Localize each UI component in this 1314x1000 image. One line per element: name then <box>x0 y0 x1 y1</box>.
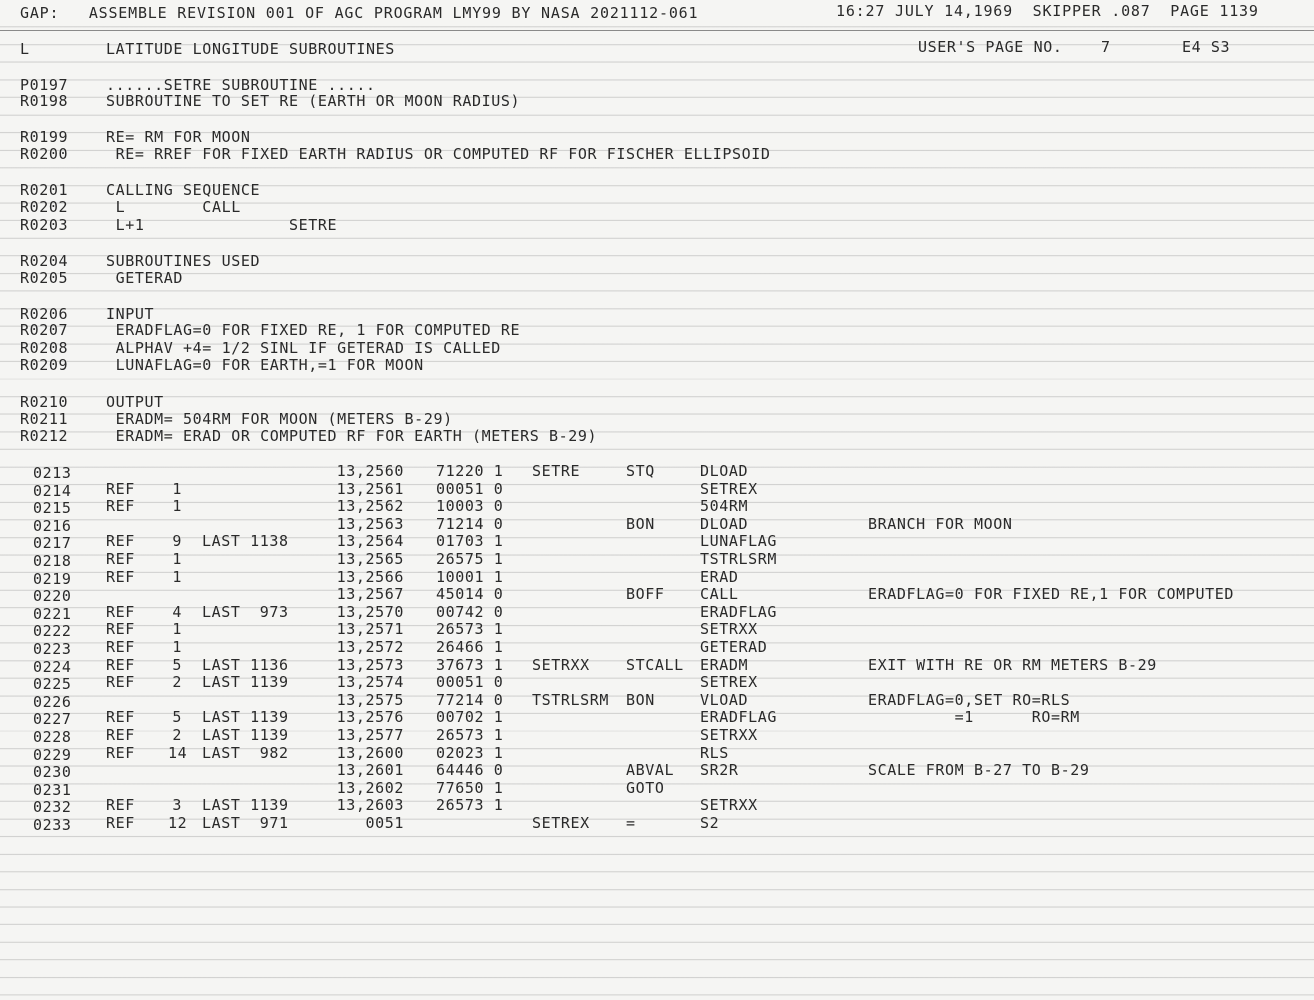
ref-label: REF <box>106 532 135 551</box>
comment-text: SUBROUTINES USED <box>106 252 261 270</box>
octal-word: 00742 0 <box>436 602 504 621</box>
comment-text: SUBROUTINE TO SET RE (EARTH OR MOON RADIUS) <box>106 92 521 110</box>
comment-line-number: P0197 <box>20 76 69 94</box>
octal-word: 01703 1 <box>436 532 504 551</box>
ref-label: REF <box>106 673 135 692</box>
operand: DLOAD <box>700 462 749 480</box>
subheader-user-page: USER'S PAGE NO. 7 <box>918 38 1111 56</box>
octal-word: 02023 1 <box>436 743 504 762</box>
octal-word: 71214 0 <box>436 514 504 533</box>
comment-text: L CALL <box>106 198 241 216</box>
line-number: 0215 <box>33 499 72 518</box>
comment-line-number: R0199 <box>20 128 69 146</box>
operand: SETREX <box>700 479 758 498</box>
line-number: 0220 <box>33 587 72 606</box>
last-ref: LAST 1136 <box>202 655 289 674</box>
address: 13,2566 <box>336 567 404 586</box>
comment-text: INPUT <box>106 305 155 323</box>
octal-word: 00051 0 <box>436 673 504 692</box>
address: 13,2575 <box>336 690 404 709</box>
comment-line-number: R0201 <box>20 181 69 199</box>
last-ref: LAST 1138 <box>202 532 289 551</box>
operand: LUNAFLAG <box>700 532 778 551</box>
comment-line-number: R0211 <box>20 410 69 428</box>
address: 13,2600 <box>336 743 404 762</box>
comment-text: ERADM= 504RM FOR MOON (METERS B-29) <box>106 410 453 428</box>
opcode: STCALL <box>626 655 684 674</box>
operand: SETRXX <box>700 620 758 639</box>
last-ref: LAST 973 <box>202 602 289 621</box>
comment-line-number: R0203 <box>20 216 69 234</box>
octal-word: 10001 1 <box>436 567 504 586</box>
ref-label: REF <box>106 638 135 656</box>
ref-count: 5 <box>172 708 182 727</box>
address: 13,2563 <box>336 514 404 533</box>
label-field: SETREX <box>532 814 590 832</box>
last-ref: LAST 1139 <box>202 673 289 692</box>
ref-label: REF <box>106 708 135 727</box>
last-ref: LAST 982 <box>202 743 289 762</box>
ref-count: 1 <box>172 497 182 516</box>
line-number: 0224 <box>33 657 72 676</box>
octal-word: 10003 0 <box>436 497 504 516</box>
ref-label: REF <box>106 567 135 586</box>
operand: GETERAD <box>700 638 768 656</box>
ref-count: 1 <box>172 550 182 568</box>
line-number: 0228 <box>33 728 72 746</box>
octal-word: 26466 1 <box>436 638 504 656</box>
address: 13,2560 <box>336 462 404 480</box>
line-number: 0229 <box>33 745 72 764</box>
address: 13,2570 <box>336 602 404 621</box>
comment-text: ......SETRE SUBROUTINE ..... <box>106 76 376 94</box>
operand: CALL <box>700 585 739 604</box>
operand: ERADFLAG <box>700 708 778 727</box>
operand: VLOAD <box>700 690 749 709</box>
octal-word: 26573 1 <box>436 726 504 744</box>
comment-line-number: R0208 <box>20 339 69 357</box>
operand: 504RM <box>700 497 749 516</box>
subheader-title: LATITUDE LONGITUDE SUBROUTINES <box>106 40 395 58</box>
line-number: 0214 <box>33 481 72 500</box>
header-rule <box>0 30 1314 31</box>
ref-count: 1 <box>172 638 182 656</box>
octal-word: 64446 0 <box>436 761 504 780</box>
comment-line-number: R0209 <box>20 356 69 374</box>
code-comment: EXIT WITH RE OR RM METERS B-29 <box>868 655 1157 674</box>
opcode: STQ <box>626 462 655 480</box>
operand: SETRXX <box>700 796 758 815</box>
octal-word: 00702 1 <box>436 708 504 727</box>
address: 13,2572 <box>336 638 404 656</box>
comment-line-number: R0198 <box>20 92 69 110</box>
address: 13,2603 <box>336 796 404 815</box>
opcode: = <box>626 814 636 832</box>
line-number: 0218 <box>33 552 72 570</box>
comment-text: ERADM= ERAD OR COMPUTED RF FOR EARTH (METERS B-29) <box>106 427 598 445</box>
code-comment: SCALE FROM B-27 TO B-29 <box>868 761 1090 780</box>
octal-word: 77214 0 <box>436 690 504 709</box>
ref-count: 3 <box>172 796 182 815</box>
comment-text: LUNAFLAG=0 FOR EARTH,=1 FOR MOON <box>106 356 424 374</box>
last-ref: LAST 1139 <box>202 726 289 744</box>
operand: RLS <box>700 743 729 762</box>
operand: ERADFLAG <box>700 602 778 621</box>
line-number: 0232 <box>33 798 72 817</box>
comment-line-number: R0202 <box>20 198 69 216</box>
operand: SR2R <box>700 761 739 780</box>
comment-text: ALPHAV +4= 1/2 SINL IF GETERAD IS CALLED <box>106 339 501 357</box>
line-number: 0227 <box>33 710 72 729</box>
address: 13,2574 <box>336 673 404 692</box>
ref-label: REF <box>106 726 135 744</box>
operand: SETREX <box>700 673 758 692</box>
operand: S2 <box>700 814 720 832</box>
line-number: 0223 <box>33 640 72 658</box>
code-comment: =1 RO=RM <box>868 708 1080 727</box>
line-number: 0231 <box>33 780 72 799</box>
comment-line-number: R0206 <box>20 305 69 323</box>
ref-count: 12 <box>168 814 188 832</box>
address: 13,2602 <box>336 778 404 797</box>
address: 0051 <box>365 814 404 832</box>
line-number: 0219 <box>33 569 72 588</box>
comment-line-number: R0207 <box>20 321 69 339</box>
ref-label: REF <box>106 550 135 568</box>
comment-text: RE= RREF FOR FIXED EARTH RADIUS OR COMPUTED RF FOR FISCHER ELLIPSOID <box>106 145 771 163</box>
address: 13,2562 <box>336 497 404 516</box>
ref-label: REF <box>106 479 135 498</box>
operand: TSTRLSRM <box>700 550 778 568</box>
line-number: 0221 <box>33 604 72 623</box>
subheader-l: L <box>20 40 30 58</box>
operand: SETRXX <box>700 726 758 744</box>
ref-count: 4 <box>172 602 182 621</box>
line-number: 0230 <box>33 763 72 782</box>
ref-count: 2 <box>172 726 182 744</box>
subheader-code: E4 S3 <box>1182 38 1231 56</box>
address: 13,2561 <box>336 479 404 498</box>
line-number: 0226 <box>33 692 72 711</box>
comment-line-number: R0212 <box>20 427 69 445</box>
header-right: 16:27 JULY 14,1969 SKIPPER .087 PAGE 1139 <box>836 2 1259 20</box>
octal-word: 26573 1 <box>436 620 504 639</box>
ref-label: REF <box>106 796 135 815</box>
line-number: 0222 <box>33 622 72 641</box>
comment-text: CALLING SEQUENCE <box>106 181 261 199</box>
address: 13,2571 <box>336 620 404 639</box>
code-comment: BRANCH FOR MOON <box>868 514 1013 533</box>
ref-label: REF <box>106 497 135 516</box>
ref-count: 9 <box>172 532 182 551</box>
octal-word: 26575 1 <box>436 550 504 568</box>
opcode: ABVAL <box>626 761 675 780</box>
code-comment: ERADFLAG=0 FOR FIXED RE,1 FOR COMPUTED <box>868 585 1234 604</box>
label-field: TSTRLSRM <box>532 690 610 709</box>
ref-count: 1 <box>172 567 182 586</box>
line-number: 0217 <box>33 534 72 553</box>
address: 13,2564 <box>336 532 404 551</box>
ref-count: 1 <box>172 620 182 639</box>
comment-line-number: R0204 <box>20 252 69 270</box>
address: 13,2601 <box>336 761 404 780</box>
address: 13,2576 <box>336 708 404 727</box>
octal-word: 45014 0 <box>436 585 504 604</box>
opcode: BON <box>626 514 655 533</box>
last-ref: LAST 1139 <box>202 708 289 727</box>
line-number: 0216 <box>33 516 72 535</box>
address: 13,2577 <box>336 726 404 744</box>
comment-line-number: R0210 <box>20 393 69 411</box>
line-number: 0233 <box>33 816 72 834</box>
address: 13,2567 <box>336 585 404 604</box>
address: 13,2565 <box>336 550 404 568</box>
octal-word: 71220 1 <box>436 462 504 480</box>
ref-count: 2 <box>172 673 182 692</box>
code-comment: ERADFLAG=0,SET RO=RLS <box>868 690 1071 709</box>
octal-word: 77650 1 <box>436 778 504 797</box>
comment-text: OUTPUT <box>106 393 164 411</box>
ref-count: 14 <box>168 743 188 762</box>
ref-label: REF <box>106 655 135 674</box>
address: 13,2573 <box>336 655 404 674</box>
comment-text: ERADFLAG=0 FOR FIXED RE, 1 FOR COMPUTED RE <box>106 321 521 339</box>
operand: DLOAD <box>700 514 749 533</box>
octal-word: 37673 1 <box>436 655 504 674</box>
ref-count: 5 <box>172 655 182 674</box>
opcode: BOFF <box>626 585 665 604</box>
ref-label: REF <box>106 743 135 762</box>
last-ref: LAST 971 <box>202 814 289 832</box>
comment-line-number: R0205 <box>20 269 69 287</box>
label-field: SETRE <box>532 462 581 480</box>
octal-word: 26573 1 <box>436 796 504 815</box>
operand: ERAD <box>700 567 739 586</box>
opcode: GOTO <box>626 778 665 797</box>
comment-text: GETERAD <box>106 269 184 287</box>
opcode: BON <box>626 690 655 709</box>
octal-word: 00051 0 <box>436 479 504 498</box>
comment-text: L+1 SETRE <box>106 216 338 234</box>
ref-label: REF <box>106 814 135 832</box>
last-ref: LAST 1139 <box>202 796 289 815</box>
label-field: SETRXX <box>532 655 590 674</box>
line-number: 0225 <box>33 675 72 694</box>
operand: ERADM <box>700 655 749 674</box>
comment-line-number: R0200 <box>20 145 69 163</box>
line-number: 0213 <box>33 464 72 482</box>
ref-label: REF <box>106 602 135 621</box>
header-left: GAP: ASSEMBLE REVISION 001 OF AGC PROGRAM LMY99 BY NASA 2021112-061 <box>20 4 699 22</box>
ref-label: REF <box>106 620 135 639</box>
ref-count: 1 <box>172 479 182 498</box>
comment-text: RE= RM FOR MOON <box>106 128 251 146</box>
